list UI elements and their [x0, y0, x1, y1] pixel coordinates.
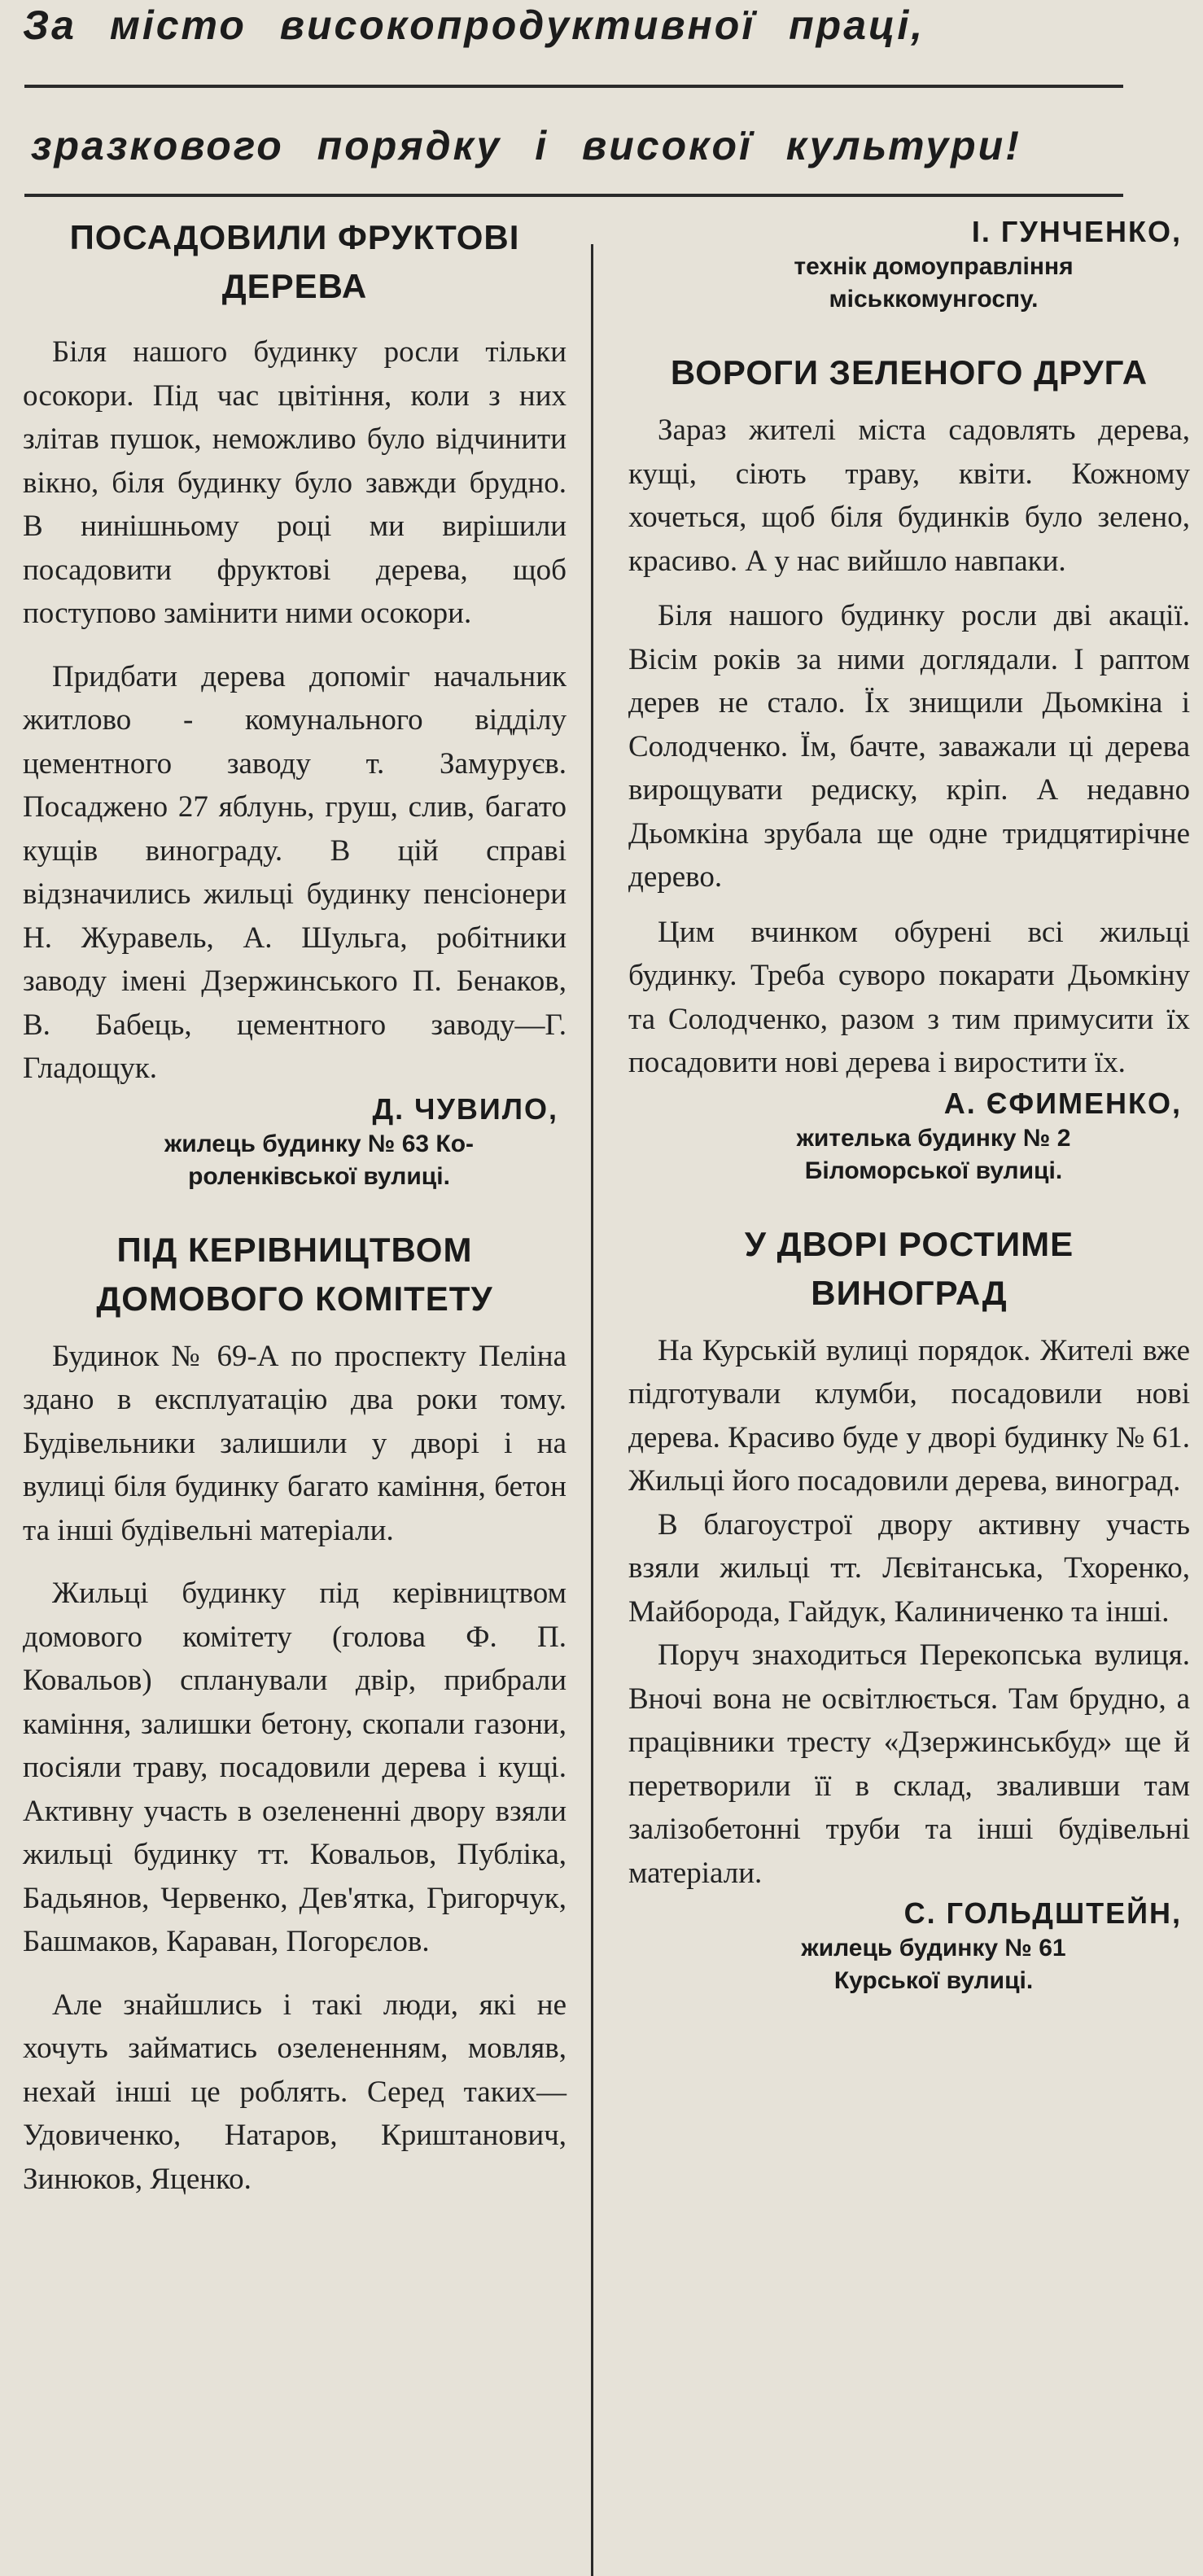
article-paragraph: В благоустрої двору активну участь взяли жильці тт. Лєвітанська, Тхоренко, Майборода, Гайдук, Калиниченко та інші. — [628, 1507, 1190, 1629]
article-headline: ПІД КЕРІВНИЦТВОМ ДОМОВОГО КОМІТЕТУ — [96, 1230, 493, 1318]
article-headline: ВОРОГИ ЗЕЛЕНОГО ДРУГА — [670, 353, 1148, 391]
column-separator — [591, 244, 593, 2576]
signature-role: жителька будинку № 2 Біломорської вулиці. — [796, 1124, 1071, 1184]
article-paragraph: Біля нашого будинку росли дві акації. Вісім років за ними доглядали. І раптом дерев не стало. Їх знищили Дьомкіна і Солодченко. Їм, бачте, заважали ці дерева вирощувати редиску, кріп. А недавно Дьомкіна зрубала ще одне тридцятирічне дерево. — [628, 599, 1190, 894]
article-paragraph: Будинок № 69-А по проспекту Пеліна здано в експлуатацію два роки тому. Будівельники залишили у дворі і на вулиці біля будинку багато каміння, бетон та інші будівельні матеріали. — [23, 1339, 567, 1547]
slogan-rule-2 — [24, 194, 1123, 197]
article-paragraph: На Курській вулиці порядок. Жителі вже підготували клумби, посадовили нові дерева. Красиво буде у дворі будинку № 61. Жильці його посадовили дерева, виноград. — [628, 1333, 1190, 1498]
article-paragraph: Біля нашого будинку росли тільки осокори. Під час цвітіння, коли з них злітав пушок, неможливо було відчинити вікно, біля будинку було завжди брудно. В нинішньому році ми вирішили посадовити фруктові дерева, щоб поступово замінити ними осокори. — [23, 335, 567, 630]
signature-name: А. ЄФИМЕНКО, — [943, 1086, 1182, 1120]
article-paragraph: Поруч знаходиться Перекопська вулиця. Вночі вона не освітлюється. Там брудно, а працівники тресту «Дзержинськбуд» ще й перетворили її в склад, зваливши там залізобетонні труби та інші будівельні матеріали. — [628, 1638, 1190, 1890]
signature-role: жилець будинку № 61 Курської вулиці. — [801, 1935, 1066, 1994]
slogan-line-2: зразкового порядку і високої культури! — [31, 123, 1021, 168]
article-paragraph: Зараз жителі міста садовлять дерева, кущі, сіють траву, квіти. Кожному хочеться, щоб біля будинків було зелено, красиво. А у нас вийшло навпаки. — [628, 413, 1190, 578]
article-house-committee — [23, 1226, 567, 2202]
slogan-rule-1 — [24, 85, 1123, 88]
article-headline: ПОСАДОВИЛИ ФРУКТОВІ ДЕРЕВА — [69, 218, 520, 305]
right-column — [628, 213, 1190, 1997]
slogan-line-1: За місто високопродуктивної праці, — [23, 2, 925, 48]
signature-name: І. ГУНЧЕНКО, — [971, 215, 1182, 248]
article-grapes-in-yard — [628, 1220, 1190, 1998]
article-green-enemies — [628, 348, 1190, 1187]
left-column — [23, 213, 567, 2201]
article-paragraph: Придбати дерева допоміг начальник житлово - комунального відділу цементного заводу т. Замуруєв. Посаджено 27 яблунь, груш, слив, багато кущів винограду. В цій справі відзначились жильці будинку пенсіонери Н. Журавель, А. Шульга, робітники заводу імені Дзержинського П. Бенаков, В. Бабець, цементного заводу—Г. Гладощук. — [23, 659, 567, 1085]
article-paragraph: Жильці будинку під керівництвом домового комітету (голова Ф. П. Ковальов) спланували двір, прибрали каміння, залишки бетону, скопали газони, посіяли траву, посадовили дерева і кущі. Активну участь в озелененні двору взяли жильці будинку тт. Ковальов, Публіка, Бадьянов, Червенко, Дев'ятка, Григорчук, Башмаков, Караван, Погорєлов. — [23, 1577, 567, 1958]
signature-role: жилець будинку № 63 Ко- роленківської вулиці. — [164, 1130, 475, 1190]
article-fruit-trees — [23, 213, 567, 1193]
signature-name: С. ГОЛЬДШТЕЙН, — [903, 1896, 1182, 1930]
article-headline: У ДВОРІ РОСТИМЕ ВИНОГРАД — [744, 1224, 1074, 1312]
article-paragraph: Цим вчинком обурені всі жильці будинку. Треба суворо покарати Дьомкіну та Солодченко, разом з тим примусити їх посадовити нові дерева і виростити їх. — [628, 915, 1190, 1079]
signature-role: технік домоуправління міськкомунгоспу. — [794, 253, 1074, 313]
article-paragraph: Але знайшлись і такі люди, які не хочуть займатись озелененням, мовляв, нехай інші це роблять. Серед таких—Удовиченко, Натаров, Криштанович, Зинюков, Яценко. — [23, 1988, 567, 2196]
signature-name: Д. ЧУВИЛО, — [372, 1091, 558, 1126]
